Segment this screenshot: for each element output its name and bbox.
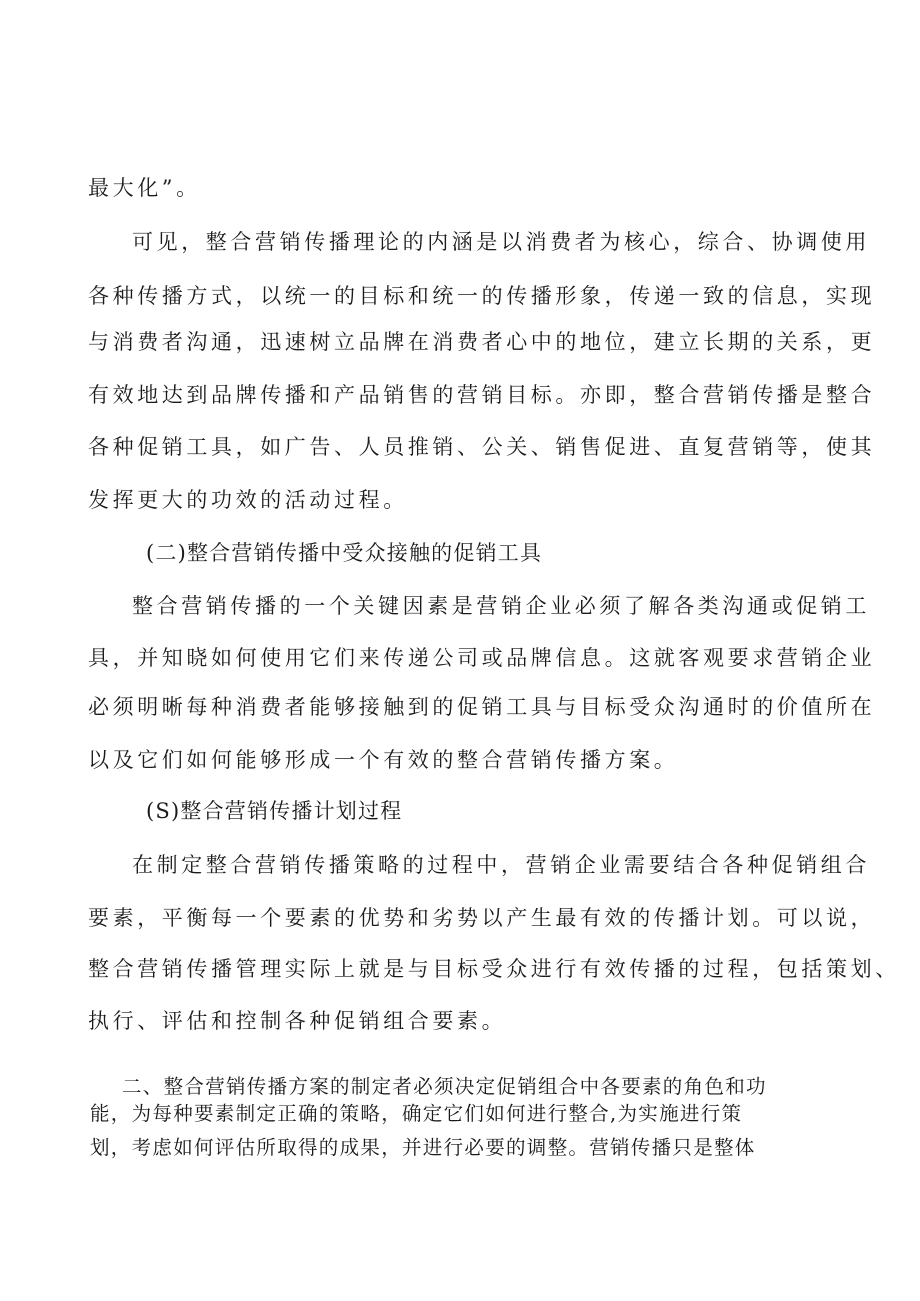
paragraph-line: 发挥更大的功效的活动过程。 [88, 488, 408, 512]
paragraph-line: 与消费者沟通，迅速树立品牌在消费者心中的地位，建立长期的关系，更 [88, 330, 876, 354]
paragraph-line: 各种传播方式，以统一的目标和统一的传播形象，传递一致的信息，实现 [88, 284, 876, 308]
section-heading: (S)整合营销传播计划过程 [146, 799, 403, 823]
paragraph-line: 最大化”。 [88, 176, 201, 200]
paragraph-line: 具，并知晓如何使用它们来传递公司或品牌信息。这就客观要求营销企业 [88, 646, 876, 670]
paragraph-line: 划，考虑如何评估所取得的成果，并进行必要的调整。营销传播只是整体 [90, 1136, 756, 1159]
paragraph-line: 在制定整合营销传播策略的过程中，营销企业需要结合各种促销组合 [132, 853, 870, 877]
paragraph-line: 执行、评估和控制各种促销组合要素。 [88, 1009, 507, 1033]
paragraph-line: 整合营销传播管理实际上就是与目标受众进行有效传播的过程，包括策划、 [88, 957, 900, 981]
paragraph-line: 要素，平衡每一个要素的优势和劣势以产生最有效的传播计划。可以说， [88, 906, 876, 930]
paragraph-line: 能，为每种要素制定正确的策略，确定它们如何进行整合,为实施进行策 [90, 1102, 743, 1125]
paragraph-line: 以及它们如何能够形成一个有效的整合营销传播方案。 [88, 748, 679, 772]
paragraph-line: 必须明晰每种消费者能够接触到的促销工具与目标受众沟通时的价值所在 [88, 695, 876, 719]
section-heading: 二、整合营销传播方案的制定者必须决定促销组合中各要素的角色和功 [122, 1075, 767, 1098]
section-heading: (二)整合营销传播中受众接触的促销工具 [146, 541, 543, 565]
paragraph-line: 整合营销传播的一个关键因素是营销企业必须了解各类沟通或促销工 [132, 594, 870, 618]
paragraph-line: 各种促销工具，如广告、人员推销、公关、销售促进、直复营销等，使其 [88, 435, 876, 459]
paragraph-line: 可见，整合营销传播理论的内涵是以消费者为核心，综合、协调使用 [132, 230, 870, 254]
paragraph-line: 有效地达到品牌传播和产品销售的营销目标。亦即，整合营销传播是整合 [88, 383, 876, 407]
